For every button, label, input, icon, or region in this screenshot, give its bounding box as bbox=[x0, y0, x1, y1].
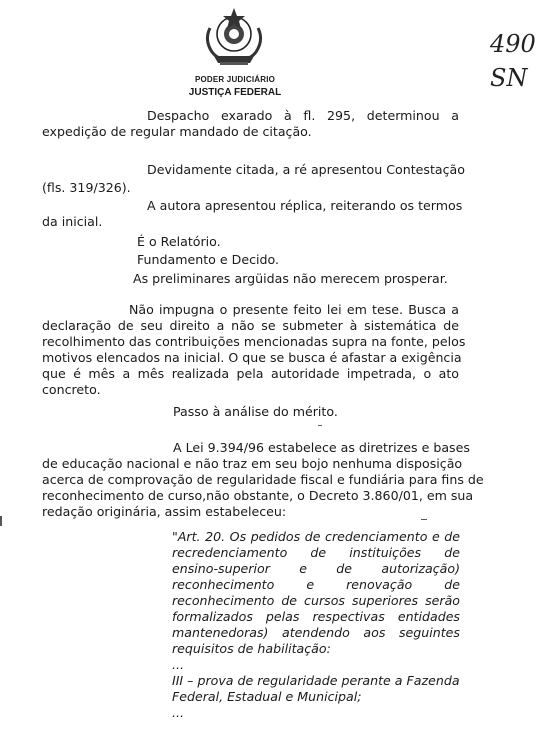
paragraph-9-line-4: reconhecimento de curso,não obstante, o Decreto 3.860/01, em sua bbox=[42, 488, 474, 503]
quote-line-2: recredenciamento de instituições de bbox=[172, 545, 460, 560]
quote-ellipsis-1: ... bbox=[172, 657, 185, 672]
folio-top-number: 490 bbox=[490, 30, 536, 58]
paragraph-9-line-2: de educação nacional e não traz em seu bojo nenhuma disposição bbox=[42, 456, 463, 471]
paragraph-6: As preliminares argüidas não merecem prosperar. bbox=[133, 271, 448, 286]
paragraph-2-line-1: Devidamente citada, a ré apresentou Contestação bbox=[147, 162, 465, 177]
coat-of-arms-emblem bbox=[200, 6, 268, 68]
quote-line-5: reconhecimento de cursos superiores serão bbox=[172, 593, 460, 608]
speck-mark bbox=[318, 425, 322, 426]
quote-line-7: mantenedoras) atendendo aos seguintes bbox=[172, 625, 460, 640]
folio-handwritten-numbers bbox=[486, 28, 542, 98]
paragraph-1-line-1: Despacho exarado à fl. 295, determinou a bbox=[147, 108, 459, 123]
paragraph-1-line-2: expedição de regular mandado de citação. bbox=[42, 124, 312, 139]
paragraph-3-line-1: A autora apresentou réplica, reiterando os termos bbox=[147, 198, 463, 213]
paragraph-7-line-2: declaração de seu direito a não se submeter à sistemática de bbox=[42, 318, 459, 333]
quote-line-11: Federal, Estadual e Municipal; bbox=[172, 689, 362, 704]
paragraph-9-line-5: redação originária, assim estabeleceu: bbox=[42, 504, 287, 519]
paragraph-7-line-5: que é mês a mês realizada pela autoridade impetrada, o ato bbox=[42, 366, 459, 381]
quote-line-10: III – prova de regularidade perante a Fazenda bbox=[172, 673, 460, 688]
paragraph-3-line-2: da inicial. bbox=[42, 214, 103, 229]
paragraph-2-line-2: (fls. 319/326). bbox=[42, 180, 131, 195]
header-line-1: PODER JUDICIÁRIO bbox=[194, 75, 276, 84]
margin-mark bbox=[0, 516, 2, 526]
quote-ellipsis-2: ... bbox=[172, 705, 185, 720]
quote-line-3: ensino-superior e de autorização) bbox=[172, 561, 460, 576]
quote-line-1: "Art. 20. Os pedidos de credenciamento e de bbox=[172, 529, 460, 544]
paragraph-4: É o Relatório. bbox=[137, 234, 221, 249]
paragraph-9-line-3: acerca de comprovação de regularidade fiscal e fundiária para fins de bbox=[42, 472, 484, 487]
quote-line-4: reconhecimento e renovação de bbox=[172, 577, 460, 592]
folio-bottom-number: SN bbox=[490, 64, 528, 92]
paragraph-7-line-1: Não impugna o presente feito lei em tese. Busca a bbox=[129, 302, 459, 317]
speck-mark-2 bbox=[421, 519, 427, 520]
paragraph-9-line-1: A Lei 9.394/96 estabelece as diretrizes e bases bbox=[173, 440, 470, 455]
paragraph-7-line-6: concreto. bbox=[42, 382, 101, 397]
header-line-2: JUSTIÇA FEDERAL bbox=[188, 87, 282, 98]
paragraph-7-line-4: motivos elencados na inicial. O que se busca é afastar a exigência bbox=[42, 350, 462, 365]
paragraph-5: Fundamento e Decido. bbox=[137, 252, 279, 267]
quote-line-6: formalizados pelas respectivas entidades bbox=[172, 609, 460, 624]
paragraph-7-line-3: recolhimento das contribuições mencionadas supra na fonte, pelos bbox=[42, 334, 466, 349]
quote-line-8: requisitos de habilitação: bbox=[172, 641, 331, 656]
paragraph-8: Passo à análise do mérito. bbox=[173, 404, 338, 419]
